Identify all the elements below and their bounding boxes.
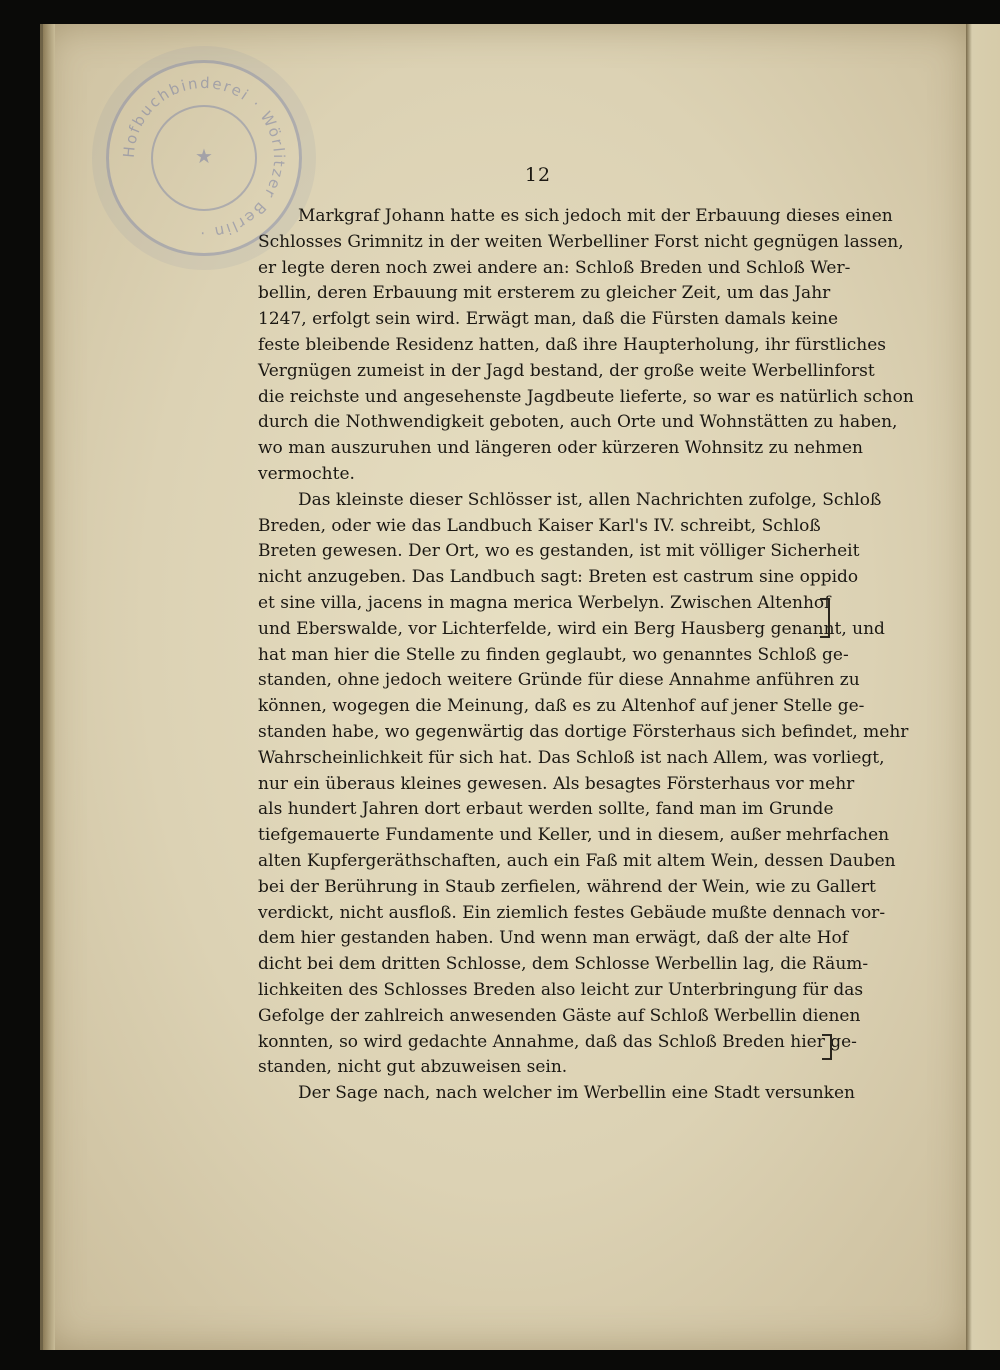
text-line: wo man auszuruhen und längeren oder kürzeren Wohnsitz zu nehmen xyxy=(258,438,863,459)
text-line: feste bleibende Residenz hatten, daß ihre Haupterholung, ihr fürstliches xyxy=(258,334,887,355)
text-line: verdickt, nicht ausfloß. Ein ziemlich festes Gebäude mußte dennach vor- xyxy=(258,902,886,923)
margin-bracket-top xyxy=(820,598,830,638)
text-line: Gefolge der zahlreich anwesenden Gäste auf Schloß Werbellin dienen xyxy=(258,1005,861,1026)
text-line: als hundert Jahren dort erbaut werden sollte, fand man im Grunde xyxy=(258,799,834,820)
text-line: nicht anzugeben. Das Landbuch sagt: Breten est castrum sine oppido xyxy=(258,567,859,588)
svg-text:Hofbuchbinderei · Wörlitzer Be: Hofbuchbinderei · Wörlitzer Berlin · xyxy=(119,73,289,243)
text-line: Breten gewesen. Der Ort, wo es gestanden, ist mit völliger Sicherheit xyxy=(258,541,860,562)
margin-bracket-bottom xyxy=(822,1034,832,1060)
text-line: die reichste und angesehenste Jagdbeute lieferte, so war es natürlich schon xyxy=(258,386,914,407)
text-line: bellin, deren Erbauung mit ersterem zu gleicher Zeit, um das Jahr xyxy=(258,283,831,304)
text-line: nur ein überaus kleines gewesen. Als besagtes Försterhaus vor mehr xyxy=(258,773,855,794)
text-line: alten Kupfergeräthschaften, auch ein Faß mit altem Wein, dessen Dauben xyxy=(258,850,896,871)
text-line: Wahrscheinlichkeit für sich hat. Das Schloß ist nach Allem, was vorliegt, xyxy=(258,747,885,768)
text-line: standen habe, wo gegenwärtig das dortige Försterhaus sich befindet, mehr xyxy=(258,721,909,742)
text-line: bei der Berührung in Staub zerfielen, während der Wein, wie zu Gallert xyxy=(258,876,876,897)
text-line: können, wogegen die Meinung, daß es zu Altenhof auf jener Stelle ge- xyxy=(258,696,865,717)
text-line: er legte deren noch zwei andere an: Schloß Breden und Schloß Wer- xyxy=(258,257,851,278)
body-text xyxy=(258,204,914,1107)
text-line: standen, nicht gut abzuweisen sein. xyxy=(258,1057,568,1078)
page-number: 12 xyxy=(524,164,552,186)
page-binding-edge xyxy=(43,24,55,1350)
text-line: Das kleinste dieser Schlösser ist, allen Nachrichten zufolge, Schloß xyxy=(298,489,882,510)
text-line: konnten, so wird gedachte Annahme, daß das Schloß Breden hier ge- xyxy=(258,1031,857,1052)
next-page-edge xyxy=(966,24,1000,1350)
text-line: Markgraf Johann hatte es sich jedoch mit der Erbauung dieses einen xyxy=(298,206,893,226)
text-line: et sine villa, jacens in magna merica Werbelyn. Zwischen Altenhof xyxy=(258,592,831,613)
text-line: Schlosses Grimnitz in der weiten Werbelliner Forst nicht gegnügen lassen, xyxy=(258,231,904,252)
text-line: vermochte. xyxy=(258,463,355,484)
text-line: hat man hier die Stelle zu finden geglaubt, wo genanntes Schloß ge- xyxy=(258,644,849,665)
svg-text:★: ★ xyxy=(195,144,213,168)
text-line: Vergnügen zumeist in der Jagd bestand, der große weite Werbellinforst xyxy=(258,360,875,381)
text-line: standen, ohne jedoch weitere Gründe für diese Annahme anführen zu xyxy=(258,670,860,691)
text-line: durch die Nothwendigkeit geboten, auch Orte und Wohnstätten zu haben, xyxy=(258,412,898,433)
text-line: Breden, oder wie das Landbuch Kaiser Karl's IV. schreibt, Schloß xyxy=(258,515,821,536)
text-line: lichkeiten des Schlosses Breden also leicht zur Unterbringung für das xyxy=(258,979,864,1000)
text-line: 1247, erfolgt sein wird. Erwägt man, daß die Fürsten damals keine xyxy=(258,309,839,330)
text-line: tiefgemauerte Fundamente und Keller, und in diesem, außer mehrfachen xyxy=(258,825,890,846)
text-line: und Eberswalde, vor Lichterfelde, wird ein Berg Hausberg genannt, und xyxy=(258,618,885,639)
text-line: dicht bei dem dritten Schlosse, dem Schlosse Werbellin lag, die Räum- xyxy=(258,954,869,975)
text-line: dem hier gestanden haben. Und wenn man erwägt, daß der alte Hof xyxy=(258,928,849,949)
text-line: Der Sage nach, nach welcher im Werbellin eine Stadt versunken xyxy=(298,1083,855,1104)
